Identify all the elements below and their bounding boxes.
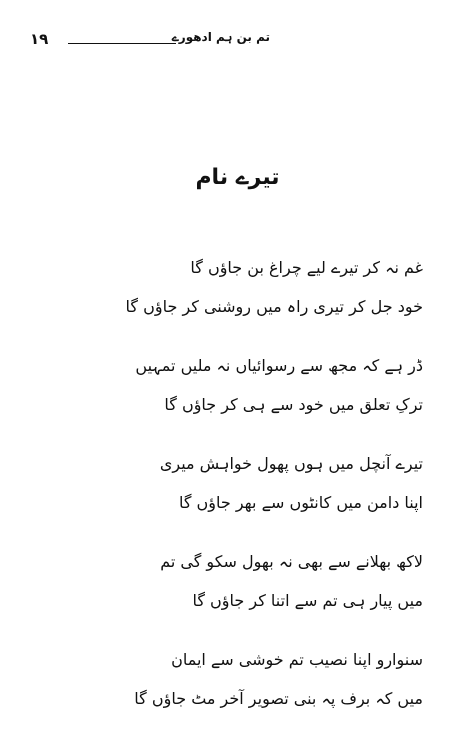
verse-line: میں کہ برف پہ بنی تصویر آخر مٹ جاؤں گا [134, 689, 423, 708]
verse-line: سنوارو اپنا نصیب تم خوشی سے ایمان [171, 650, 423, 669]
verse-line: ڈر ہے کہ مجھ سے رسوائیاں نہ ملیں تمہیں [135, 356, 423, 375]
verse-line: خود جل کر تیری راہ میں روشنی کر جاؤں گا [125, 297, 423, 316]
stanza [83, 444, 423, 522]
verse-line: لاکھ بھلانے سے بھی نہ بھول سکو گی تم [160, 552, 423, 571]
running-title: تم بن ہم ادھورے [171, 30, 270, 44]
page-number: ۱۹ [30, 30, 49, 48]
stanza [83, 640, 423, 718]
stanza [83, 542, 423, 620]
verse-line: تیرے آنچل میں ہوں پھول خواہش میری [159, 454, 423, 473]
verse-line: اپنا دامن میں کانٹوں سے بھر جاؤں گا [178, 493, 423, 512]
stanza [83, 248, 423, 326]
poem-body [83, 248, 423, 738]
page-header [30, 30, 270, 52]
stanza [83, 346, 423, 424]
poem-title: تیرے نام [195, 165, 280, 190]
verse-line: ترکِ تعلق میں خود سے ہی کر جاؤں گا [164, 395, 423, 414]
header-rule [68, 43, 176, 44]
verse-line: میں پیار ہی تم سے اتنا کر جاؤں گا [192, 591, 423, 610]
verse-line: غم نہ کر تیرے لیے چراغ بن جاؤں گا [190, 258, 423, 277]
